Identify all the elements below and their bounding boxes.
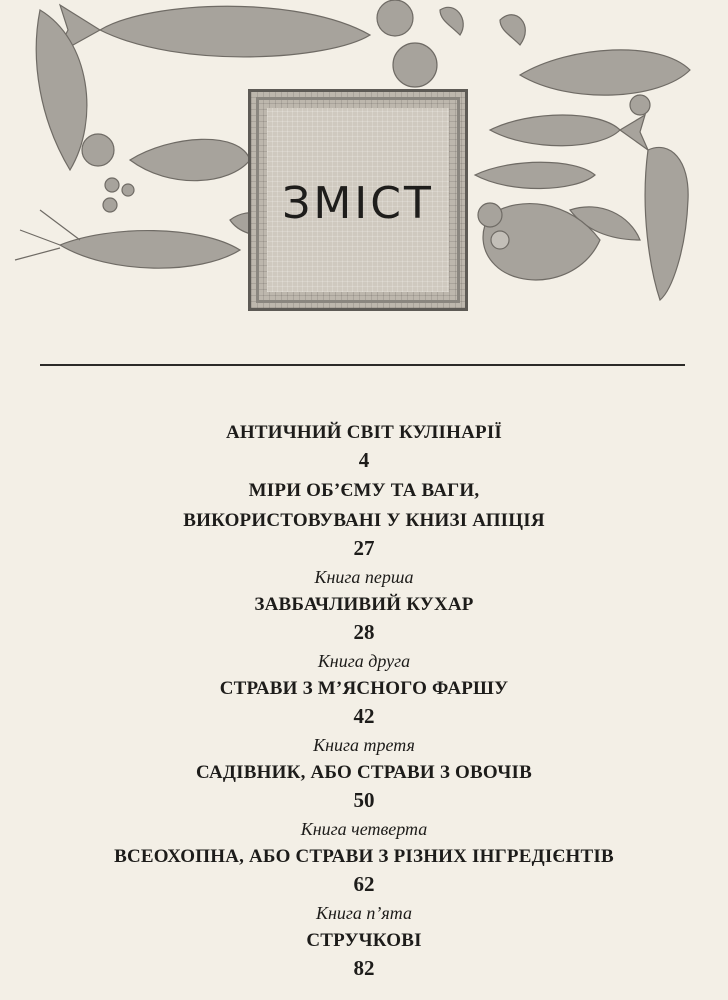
- toc-entry: [0, 732, 728, 812]
- toc-entry-title: ЗАВБАЧЛИВИЙ КУХАР: [254, 594, 474, 615]
- toc-entry: [0, 564, 728, 644]
- divider-line: [40, 364, 685, 366]
- toc-page-number: 42: [353, 704, 375, 728]
- toc-page-number: 27: [353, 536, 375, 560]
- toc-page-number: 28: [353, 620, 375, 644]
- toc-entry-title: ВСЕОХОПНА, АБО СТРАВИ З РІЗНИХ ІНГРЕДІЄНТІВ: [114, 846, 614, 867]
- toc-book-label: Книга перша: [314, 567, 414, 587]
- toc-book-label: Книга четверта: [300, 819, 428, 839]
- toc-page-number: 82: [353, 956, 375, 980]
- toc-entry-title: АНТИЧНИЙ СВІТ КУЛІНАРІЇ: [225, 422, 503, 443]
- toc-entry-title: ВИКОРИСТОВУВАНІ У КНИЗІ АПІЦІЯ: [183, 510, 545, 531]
- toc-entry: [0, 418, 728, 472]
- toc-entry: [0, 648, 728, 728]
- toc-entry: [0, 476, 728, 560]
- fish-icon: [55, 5, 370, 57]
- table-of-contents: [0, 418, 728, 984]
- toc-book-label: Книга п’ята: [316, 903, 412, 923]
- toc-entry: [0, 900, 728, 980]
- toc-entry-title: СТРАВИ З М’ЯСНОГО ФАРШУ: [219, 678, 509, 699]
- lobster-icon: [15, 210, 240, 268]
- toc-entry-title: САДІВНИК, АБО СТРАВИ З ОВОЧІВ: [196, 762, 532, 783]
- page-title: ЗМІСТ: [282, 178, 434, 229]
- pepper-icon: [645, 147, 688, 300]
- toc-entry-title: СТРУЧКОВІ: [306, 930, 422, 951]
- toc-book-label: Книга друга: [317, 651, 411, 671]
- toc-book-label: Книга третя: [313, 735, 415, 755]
- mosaic-title-tile: [248, 89, 468, 311]
- toc-entry-title: МІРИ ОБ’ЄМУ ТА ВАГИ,: [248, 480, 480, 501]
- toc-page-number: 50: [353, 788, 375, 812]
- toc-entry: [0, 816, 728, 896]
- toc-page-number: 62: [353, 872, 375, 896]
- toc-page-number: 4: [358, 448, 370, 472]
